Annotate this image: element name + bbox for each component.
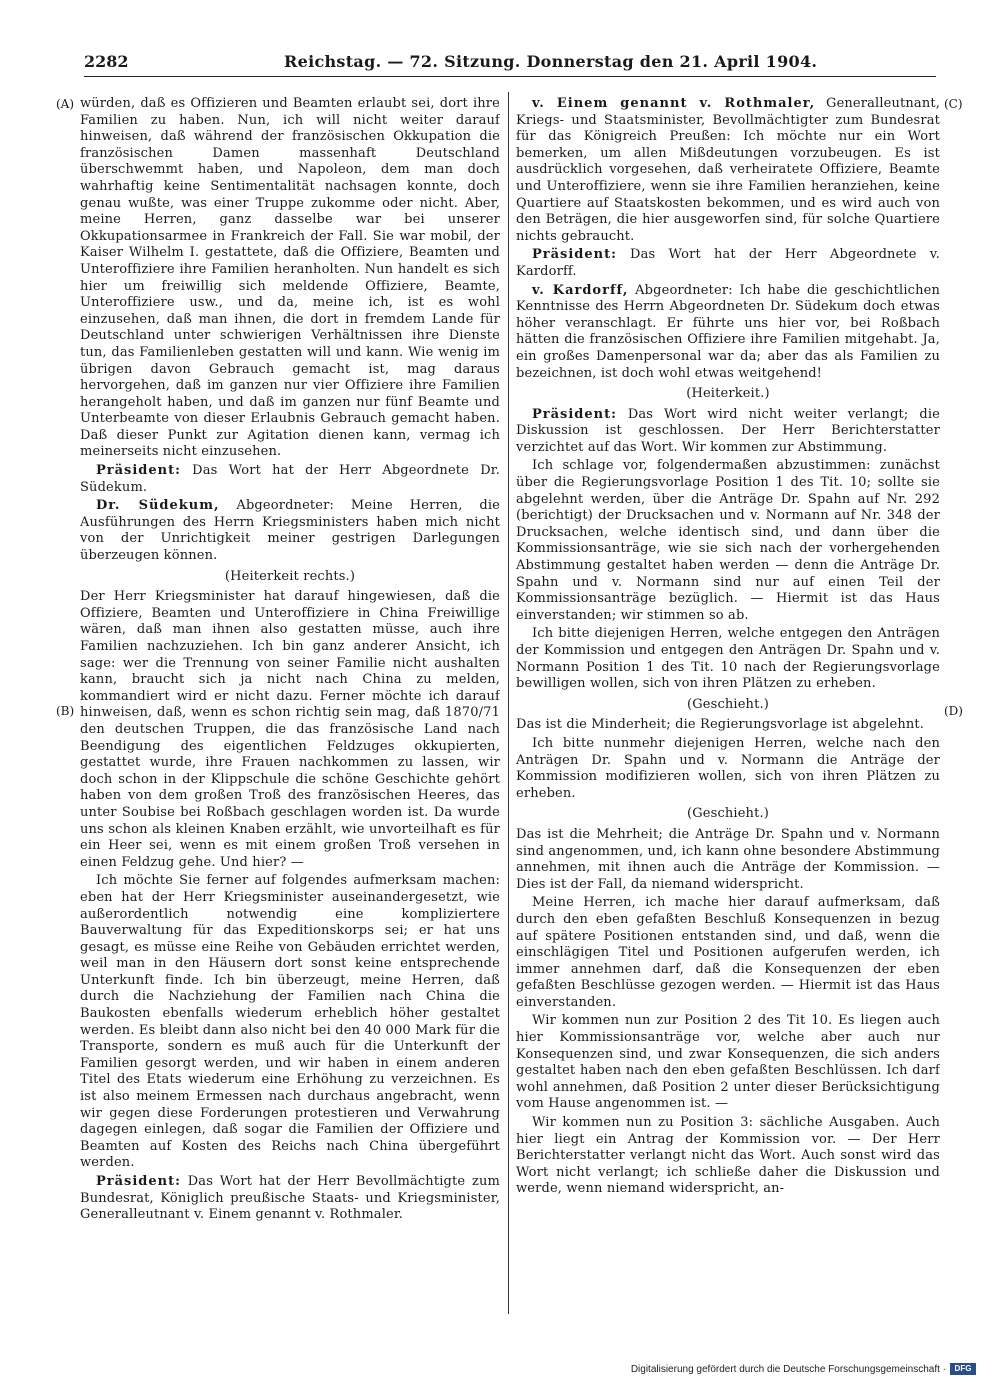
running-title: Reichstag. — 72. Sitzung. Donnerstag den 21. April 1904. [284, 52, 818, 71]
paragraph: Ich bitte diejenigen Herren, welche entgegen den Anträgen der Kommission und entgegen den Anträgen Dr. Spahn und v. Normann Position 1 des Tit. 10 nach der Regierungsvorlage bewilligen wollen, sich von ihren Plätzen zu erheben. [516, 626, 940, 692]
dfg-logo: DFG [950, 1363, 976, 1375]
stage-direction: (Heiterkeit rechts.) [224, 568, 356, 584]
speech-text: Generalleutnant, Kriegs- und Staatsminister, Bevollmächtigter zum Bundesrat für das Königreich Preußen: Ich möchte nur ein Wort bemerken, um allen Mißdeutungen vorzubeugen. Es ist ausdrücklich vorgesehen, daß verheiratete Offiziere, Beamte und Unteroffiziere, wenn sie ihre Familien heranziehen, keine Quartiere auf Staatskosten bekommen, und es wird auch von den Beträgen, die hier ausgeworfen sind, für solche Quartiere nichts gebraucht. [516, 96, 940, 244]
paragraph: Wir kommen nun zur Position 2 des Tit 10. Es liegen auch hier Kommissionsanträge vor, welche aber auch nur Konsequenzen sind, und zwar Konsequenzen, die sich anders gestaltet haben nach den eben gefaßten Beschlüssen. Ich darf wohl annehmen, daß Position 2 unter dieser Berücksichtigung vom Hause angenommen ist. — [516, 1013, 940, 1112]
footer [631, 1361, 976, 1377]
paragraph: Ich bitte nunmehr diejenigen Herren, welche nach den Anträgen Dr. Spahn und v. Normann die Anträge der Kommission modifizieren wollen, sich von ihren Plätzen zu erheben. [516, 735, 940, 801]
speaker-name: Präsident: [96, 463, 181, 479]
stage-direction: (Geschieht.) [687, 806, 769, 822]
speaker-paragraph [516, 96, 940, 245]
speaker-paragraph [80, 498, 500, 564]
speech-text: Das Wort hat der Herr Abgeordnete v. Kardorff. [516, 247, 940, 279]
speaker-paragraph [516, 407, 940, 457]
paragraph: Ich schlage vor, folgendermaßen abzustimmen: zunächst über die Regierungsvorlage Position 1 des Tit. 10; sollte sie abgelehnt werden, über die Anträge Dr. Spahn auf Nr. 292 (berichtigt) der Drucksachen und v. Normann auf Nr. 348 der Drucksachen, welche identisch sind, und dann über die Kommissionsanträge, wie sie sich nach der vorhergehenden Abstimmung gestaltet haben werden — denn die Anträge Dr. Spahn und v. Normann sind nur auf einen Teil der Kommissionsanträge bezüglich. — Hiermit ist das Haus einverstanden; wir stimmen so ab. [516, 458, 940, 623]
right-column [516, 96, 940, 1316]
paragraph: Wir kommen nun zu Position 3: sächliche Ausgaben. Auch hier liegt ein Antrag der Kommission vor. — Der Herr Berichterstatter verlangt nicht das Wort. Auch sonst wird das Wort nicht verlangt; ich schließe daher die Diskussion und werde, wenn niemand widerspricht, an- [516, 1115, 940, 1197]
speaker-paragraph [80, 463, 500, 496]
speaker-paragraph [516, 247, 940, 280]
speech-text: Abgeordneter: Meine Herren, die Ausführungen des Herrn Kriegsministers haben mich nicht von der Unrichtigkeit meiner gestrigen Darlegungen überzeugen können. [80, 498, 500, 564]
speaker-paragraph [516, 283, 940, 383]
margin-marker-a: (A) [56, 97, 75, 111]
paragraph: Der Herr Kriegsminister hat darauf hingewiesen, daß die Offiziere, Beamten und Unteroffiziere in China Freiwillige wären, daß man ihnen also gestatten müsse, auch ihre Familien nachzuziehen. Ich bin ganz anderer Ansicht, ich sage: wer die Trennung von seiner Familie nicht aushalten kann, braucht sich ja nicht nach China zu melden, kommandiert wird er nicht dazu. Ferner möchte ich darauf hinweisen, daß, wenn es schon richtig sein mag, daß 1870/71 den deutschen Truppen, die das französische Land nach Beendigung des eigentlichen Feldzuges okkupierten, gestattet wurde, ihre Frauen nachkommen zu lassen, wir doch schon in der Klippschule die schöne Geschichte gehört haben von dem großen Troß des französischen Heeres, das unter Soubise bei Roßbach geschlagen worden ist. Da wurde uns schon als kleinen Knaben erzählt, wie unvorteilhaft es für ein Heer sei, wenn es mit einem großen Troß versehen in einen Feldzug gehe. Und hier? — [80, 589, 500, 870]
column-divider [508, 92, 509, 1314]
speaker-name: Präsident: [96, 1174, 181, 1189]
paragraph: Das ist die Mehrheit; die Anträge Dr. Spahn und v. Normann sind angenommen, und, ich kann ohne besondere Abstimmung annehmen, mit ihnen auch die Anträge der Kommission. — Dies ist der Fall, da niemand widerspricht. [516, 826, 940, 892]
speaker-paragraph [80, 1174, 500, 1224]
speaker-name: Präsident: [532, 247, 617, 263]
speaker-name: Präsident: [532, 406, 617, 422]
left-column [80, 96, 500, 1316]
speaker-name: v. Kardorff, [532, 282, 629, 298]
margin-marker-b: (B) [56, 704, 75, 718]
page-header [84, 48, 936, 77]
paragraph: Ich möchte Sie ferner auf folgendes aufmerksam machen: eben hat der Herr Kriegsminister auseinandergesetzt, wie außerordentlich notwendig eine kompliziertere Bauverwaltung für das Expeditionskorps sei; er hat uns gesagt, es müsse eine Reihe von Gebäuden errichtet werden, weil man in den Häusern dort sonst keine entsprechende Unterkunft finde. Ich bin überzeugt, meine Herren, daß durch die Nachziehung der Familien nach China die Baukosten ebenfalls wiederum erheblich höher gestaltet werden. Es bleibt dann also nicht bei den 40 000 Mark für die Transporte, sondern es muß auch für die Unterkunft der Familien gesorgt werden, und wir haben in einem anderen Titel des Etats wiederum eine Erhöhung zu verzeichnen. Es ist also meinem Ermessen nach durchaus angebracht, wenn wir gegen diese Forderungen protestieren und Verwahrung dagegen einlegen, daß sogar die Familien der Offiziere und Beamten auf Kosten des Reichs nach China übergeführt werden. [80, 873, 500, 1171]
paragraph: würden, daß es Offizieren und Beamten erlaubt sei, dort ihre Familien zu haben. Nun, ich will nicht weiter darauf hinweisen, daß während der französischen Okkupation die französischen Damen massenhaft Deutschland überschwemmt haben, und Napoleon, dem man doch wahrhaftig keine Sentimentalität nachsagen konnte, doch genau wußte, was einer Truppe zukomme oder nicht. Aber, meine Herren, ganz dasselbe war bei unserer Okkupationsarmee in Frankreich der Fall. Sie war mobil, der Kaiser Wilhelm I. gestattete, daß die Offiziere, Beamten und Unteroffiziere ihre Familien heranholten. Nun handelt es sich hier um freiwillig sich meldende Offiziere, Beamte, Unteroffiziere usw., und da, meine ich, ist es wohl einzusehen, daß man ihnen, die dort in fremdem Lande für Deutschland unter schwierigen Verhältnissen ihre Dienste tun, das Familienleben gestatten will und kann. Wie wenig im übrigen davon Gebrauch gemacht ist, mag daraus hervorgehen, daß im ganzen nur vier Offiziere ihre Familien herangeholt haben, und daß im ganzen nur fünf Beamte und Unterbeamte von dieser Erlaubnis Gebrauch gemacht haben. Daß dieser Punkt zur Agitation dienen kann, vermag ich meinerseits nicht einzusehen. [80, 96, 500, 460]
speaker-name: v. Einem genannt v. Rothmaler, [532, 96, 816, 111]
stage-direction: (Heiterkeit.) [686, 386, 770, 402]
speaker-name: Dr. Südekum, [96, 498, 220, 514]
speech-text: Das Wort wird nicht weiter verlangt; die Diskussion ist geschlossen. Der Herr Berichterstatter verzichtet auf das Wort. Wir kommen zur Abstimmung. [516, 406, 940, 455]
paragraph: Das ist die Minderheit; die Regierungsvorlage ist abgelehnt. [516, 717, 925, 733]
footer-text: Digitalisierung gefördert durch die Deutsche Forschungsgemeinschaft · [630, 1363, 946, 1375]
speech-text: Das Wort hat der Herr Abgeordnete Dr. Südekum. [80, 463, 500, 495]
margin-marker-c: (C) [944, 97, 963, 111]
margin-marker-d: (D) [944, 704, 963, 718]
stage-direction: (Geschieht.) [687, 696, 769, 712]
speech-text: Das Wort hat der Herr Bevollmächtigte zum Bundesrat, Königlich preußische Staats- und Kriegsminister, Generalleutnant v. Einem genannt v. Rothmaler. [80, 1174, 500, 1223]
page-number: 2282 [84, 52, 129, 71]
paragraph: Meine Herren, ich mache hier darauf aufmerksam, daß durch den eben gefaßten Beschluß Konsequenzen in bezug auf spätere Positionen entstanden sind, und daß, wenn die einschlägigen Titel und Positionen aufgerufen werden, ich immer annehmen darf, daß die Konsequenzen der eben gefaßten Beschlüsse gezogen werden. — Hiermit ist das Haus einverstanden. [516, 895, 940, 1010]
speech-text: Abgeordneter: Ich habe die geschichtlichen Kenntnisse des Herrn Abgeordneten Dr. Südekum doch etwas höher veranschlagt. Er führte uns hier vor, bei Roßbach hätten die französischen Offiziere ihre Familien mitgehabt. Ja, ein großes Damenpersonal war da; aber das als Familien zu bezeichnen, ist doch wohl etwas weitgehend! [516, 282, 940, 381]
